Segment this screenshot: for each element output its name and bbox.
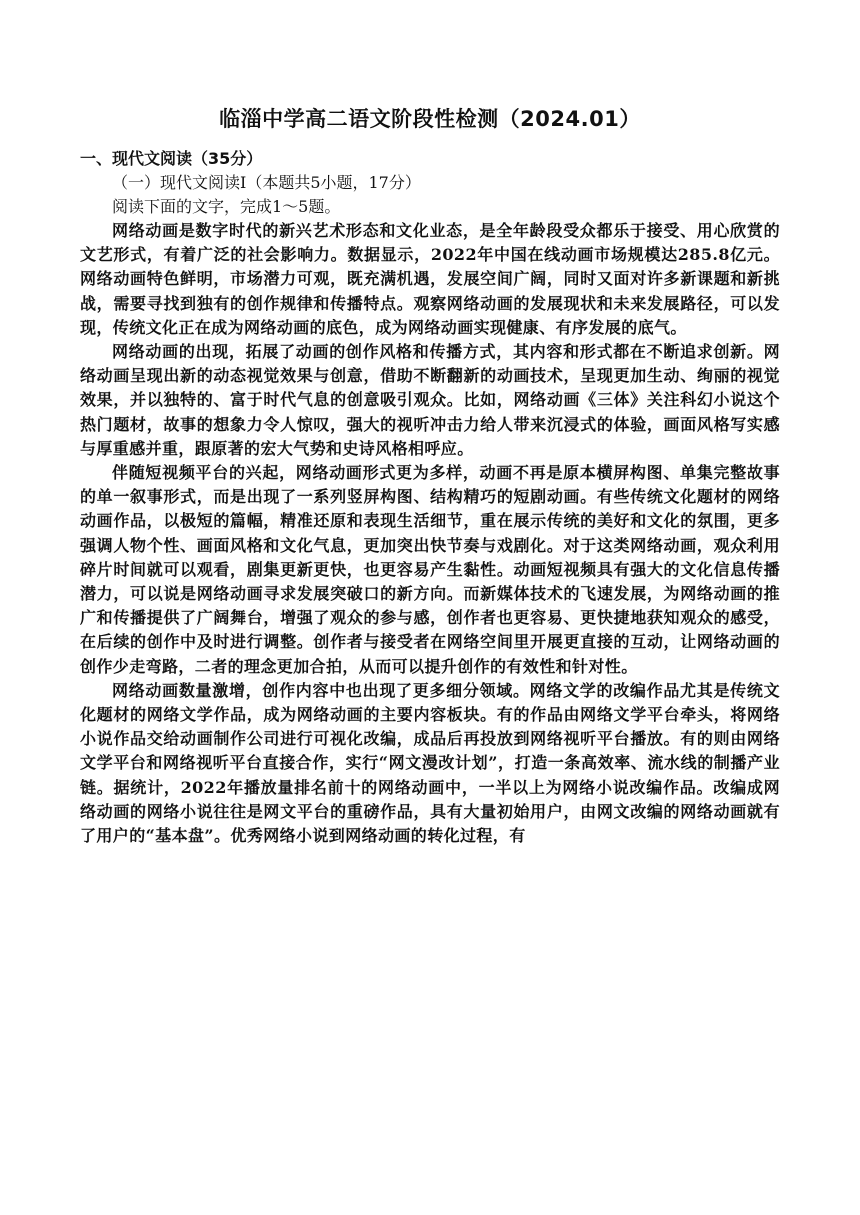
subsection-heading: （一）现代文阅读Ⅰ（本题共5小题，17分） xyxy=(112,173,421,192)
passage-paragraph-1: 网络动画是数字时代的新兴艺术形态和文化业态，是全年龄段受众都乐于接受、用心欣赏的文艺形式，有着广泛的社会影响力。数据显示，2022年中国在线动画市场规模达285.8亿元。网络动画特色鲜明，市场潜力可观，既充满机遇，发展空间广阔，同时又面对许多新课题和新挑战，需要寻找到独有的创作规律和传播特点。观察网络动画的发展现状和未来发展路径，可以发现，传统文化正在成为网络动画的底色，成为网络动画实现健康、有序发展的底气。 xyxy=(80,221,780,337)
passage-paragraph-2: 网络动画的出现，拓展了动画的创作风格和传播方式，其内容和形式都在不断追求创新。网络动画呈现出新的动态视觉效果与创意，借助不断翻新的动画技术，呈现更加生动、绚丽的视觉效果，并以独特的、富于时代气息的创意吸引观众。比如，网络动画《三体》关注科幻小说这个热门题材，故事的想象力令人惊叹，强大的视听冲击力给人带来沉浸式的体验，画面风格写实感与厚重感并重，跟原著的宏大气势和史诗风格相呼应。 xyxy=(80,342,780,458)
exam-title: 临淄中学高二语文阶段性检测（2024.01） xyxy=(219,107,641,131)
reading-instruction: 阅读下面的文字，完成1～5题。 xyxy=(112,197,341,216)
section-heading: 一、现代文阅读（35分） xyxy=(80,149,263,168)
passage-paragraph-4: 网络动画数量激增，创作内容中也出现了更多细分领域。网络文学的改编作品尤其是传统文化题材的网络文学作品，成为网络动画的主要内容板块。有的作品由网络文学平台牵头，将网络小说作品交给动画制作公司进行可视化改编，成品后再投放到网络视听平台播放。有的则由网络文学平台和网络视听平台直接合作，实行“网文漫改计划”，打造一条高效率、流水线的制播产业链。据统计，2022年播放量排名前十的网络动画中，一半以上为网络小说改编作品。改编成网络动画的网络小说往往是网文平台的重磅作品，具有大量初始用户，由网文改编的网络动画就有了用户的“基本盘”。优秀网络小说到网络动画的转化过程，有 xyxy=(80,680,780,846)
exam-page xyxy=(80,104,780,848)
passage-paragraph-3: 伴随短视频平台的兴起，网络动画形式更为多样，动画不再是原本横屏构图、单集完整故事的单一叙事形式，而是出现了一系列竖屏构图、结构精巧的短剧动画。有些传统文化题材的网络动画作品，以极短的篇幅，精准还原和表现生活细节，重在展示传统的美好和文化的氛围，更多强调人物个性、画面风格和文化气息，更加突出快节奏与戏剧化。对于这类网络动画，观众利用碎片时间就可以观看，剧集更新更快，也更容易产生黏性。动画短视频具有强大的文化信息传播潜力，可以说是网络动画寻求发展突破口的新方向。而新媒体技术的飞速发展，为网络动画的推广和传播提供了广阔舞台，增强了观众的参与感，创作者也更容易、更快捷地获知观众的感受，在后续的创作中及时进行调整。创作者与接受者在网络空间里开展更直接的互动，让网络动画的创作少走弯路，二者的理念更加合拍，从而可以提升创作的有效性和针对性。 xyxy=(80,463,780,676)
